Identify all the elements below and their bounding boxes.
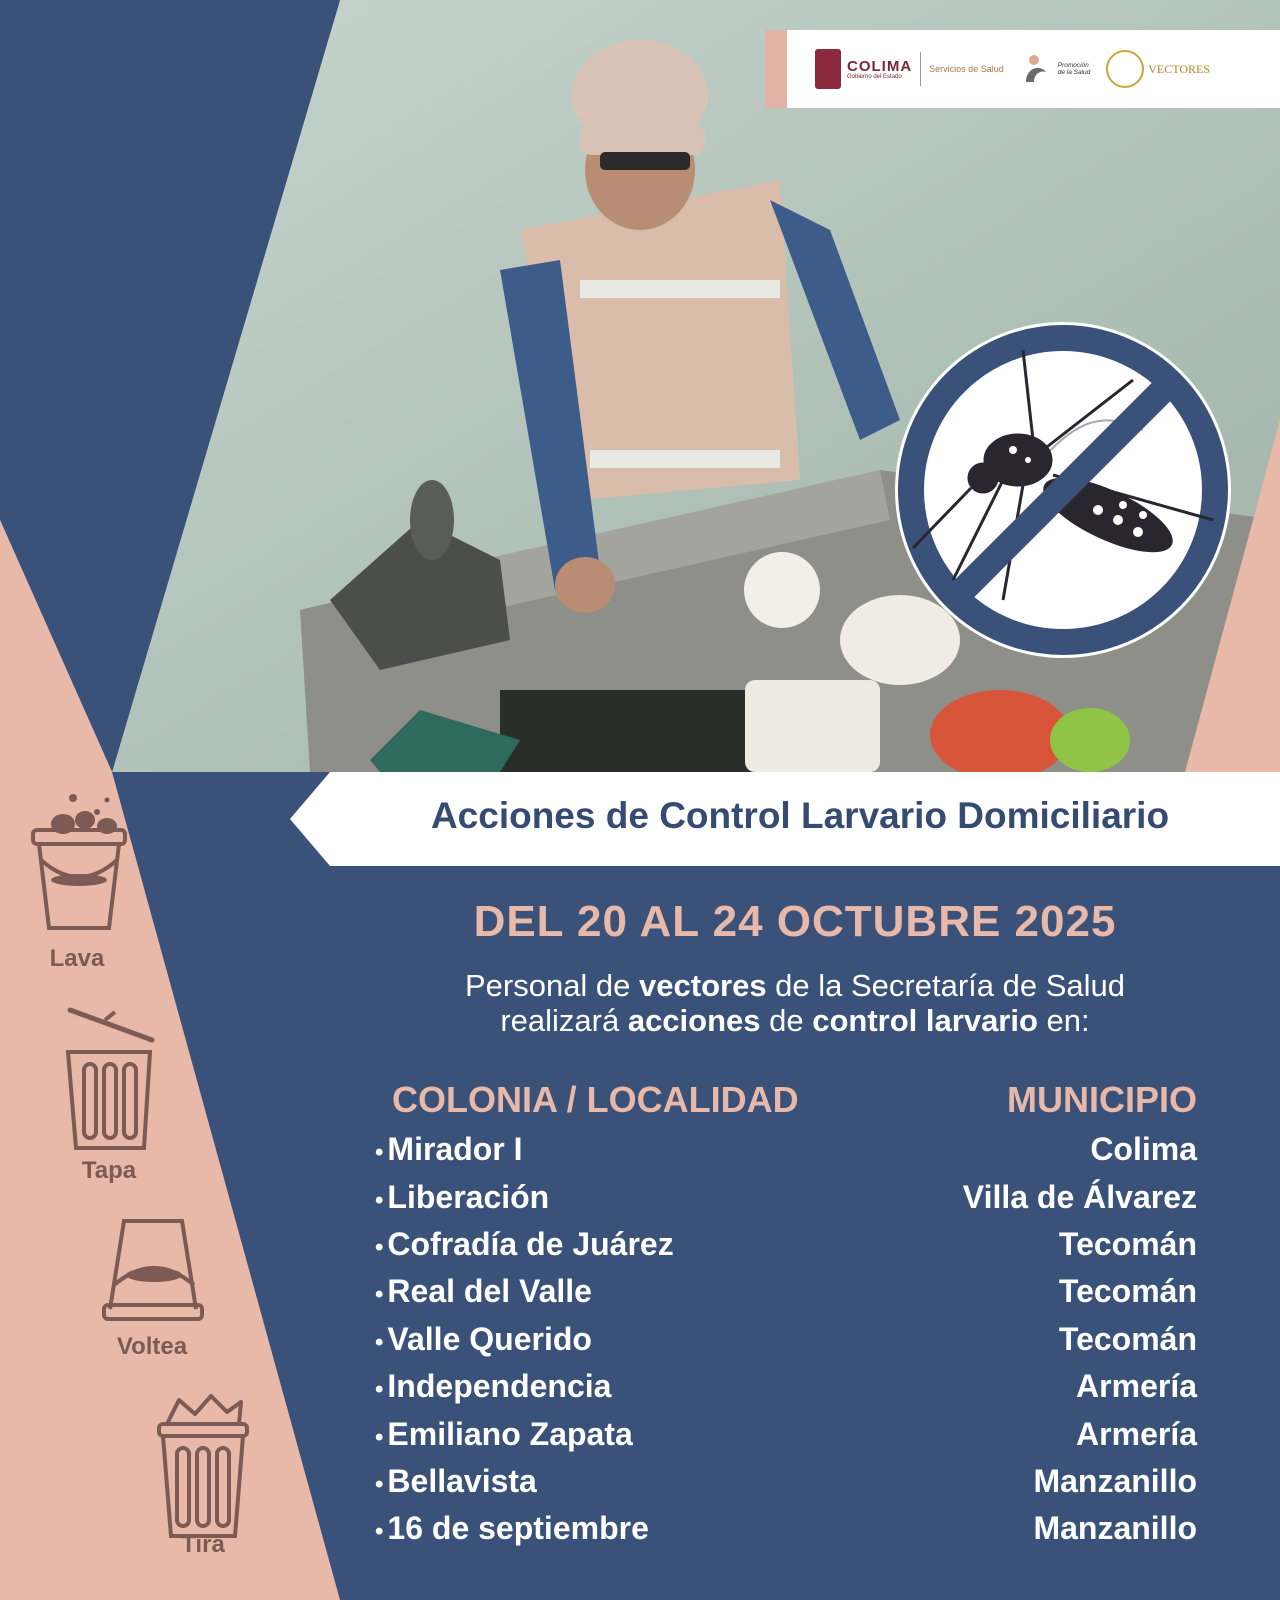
step-label-tapa: Tapa: [81, 1157, 137, 1184]
globe-icon: [1106, 50, 1144, 88]
bullet-icon: •: [375, 1186, 384, 1214]
colonia-name: Cofradía de Juárez: [387, 1225, 674, 1262]
municipio-name: Manzanillo: [1033, 1510, 1197, 1547]
list-item: [375, 1173, 1197, 1220]
list-item: [375, 1363, 1197, 1410]
list-item: [375, 1221, 1197, 1268]
no-mosquito-sign: [883, 310, 1243, 670]
municipio-name: Colima: [1090, 1131, 1197, 1168]
colima-logo: [815, 49, 912, 89]
municipio-name: Tecomán: [1058, 1320, 1197, 1357]
colonia-name: Mirador I: [387, 1131, 523, 1168]
municipio-name: Armería: [1076, 1368, 1197, 1405]
step-label-voltea: Voltea: [116, 1333, 188, 1360]
bullet-icon: •: [375, 1139, 384, 1167]
promocion-line1: Promoción: [1057, 61, 1089, 69]
list-item: [375, 1268, 1197, 1315]
municipio-name: Tecomán: [1058, 1273, 1197, 1310]
location-list: [375, 1126, 1197, 1553]
intro-bold-2: acciones: [627, 1003, 761, 1038]
intro-text-5: en:: [1037, 1003, 1090, 1038]
intro-text-1: Personal de: [464, 968, 640, 1003]
municipio-name: Tecomán: [1058, 1225, 1197, 1262]
bullet-icon: •: [375, 1470, 384, 1498]
intro-bold-1: vectores: [639, 968, 767, 1003]
promocion-line2: de la Salud: [1057, 69, 1091, 76]
colima-logo-subtitle: Gobierno del Estado: [847, 73, 902, 80]
intro-text-4: de: [760, 1003, 813, 1038]
municipio-name: Armería: [1076, 1415, 1197, 1452]
step-label-tira: Tira: [181, 1531, 225, 1558]
trash-can-lid-icon: [60, 1000, 160, 1150]
bullet-icon: •: [375, 1233, 384, 1261]
colonia-name: Independencia: [387, 1368, 612, 1405]
no-mosquito-icon: [883, 310, 1243, 670]
list-item: [375, 1316, 1197, 1363]
bullet-icon: •: [375, 1376, 384, 1404]
intro-text: [370, 968, 1220, 1038]
overturned-bucket-icon: [100, 1215, 205, 1325]
bullet-icon: •: [375, 1281, 384, 1309]
municipio-name: Manzanillo: [1033, 1462, 1197, 1499]
logo-bar: [765, 30, 1280, 108]
column-header-municipio: MUNICIPIO: [1006, 1079, 1197, 1120]
page-title: Acciones de Control Larvario Domiciliario: [430, 795, 1170, 836]
list-item: [375, 1410, 1197, 1457]
bullet-icon: •: [375, 1423, 384, 1451]
servicios-salud-logo: Servicios de Salud: [929, 64, 1004, 74]
bucket-icon: [25, 790, 130, 940]
list-item: [375, 1505, 1197, 1552]
colonia-name: Liberación: [387, 1178, 550, 1215]
municipio-name: Villa de Álvarez: [962, 1178, 1197, 1215]
colima-logo-text: COLIMA: [847, 57, 913, 75]
coat-of-arms-icon: [815, 49, 841, 89]
intro-bold-3: control larvario: [812, 1003, 1038, 1038]
colonia-name: Bellavista: [387, 1462, 537, 1499]
trash-can-full-icon: [153, 1390, 253, 1540]
intro-text-2: de la Secretaría de Salud: [766, 968, 1126, 1003]
colonia-name: Emiliano Zapata: [387, 1415, 633, 1452]
colonia-name: Valle Querido: [387, 1320, 592, 1357]
promocion-person-icon: [1020, 52, 1054, 86]
intro-text-3: realizará: [500, 1003, 628, 1038]
bullet-icon: •: [375, 1328, 384, 1356]
vectores-logo: [1106, 50, 1210, 88]
promocion-salud-logo: [1020, 52, 1091, 86]
vectores-logo-text: VECTORES: [1148, 61, 1211, 76]
logo-divider: [920, 52, 921, 86]
bullet-icon: •: [375, 1518, 384, 1546]
list-item: [375, 1458, 1197, 1505]
step-label-lava: Lava: [49, 945, 105, 972]
colonia-name: 16 de septiembre: [387, 1510, 649, 1547]
list-item: [375, 1126, 1197, 1173]
column-header-colonia: COLONIA / LOCALIDAD: [392, 1079, 799, 1120]
colonia-name: Real del Valle: [387, 1273, 592, 1310]
date-range: DEL 20 AL 24 OCTUBRE 2025: [473, 897, 1117, 946]
